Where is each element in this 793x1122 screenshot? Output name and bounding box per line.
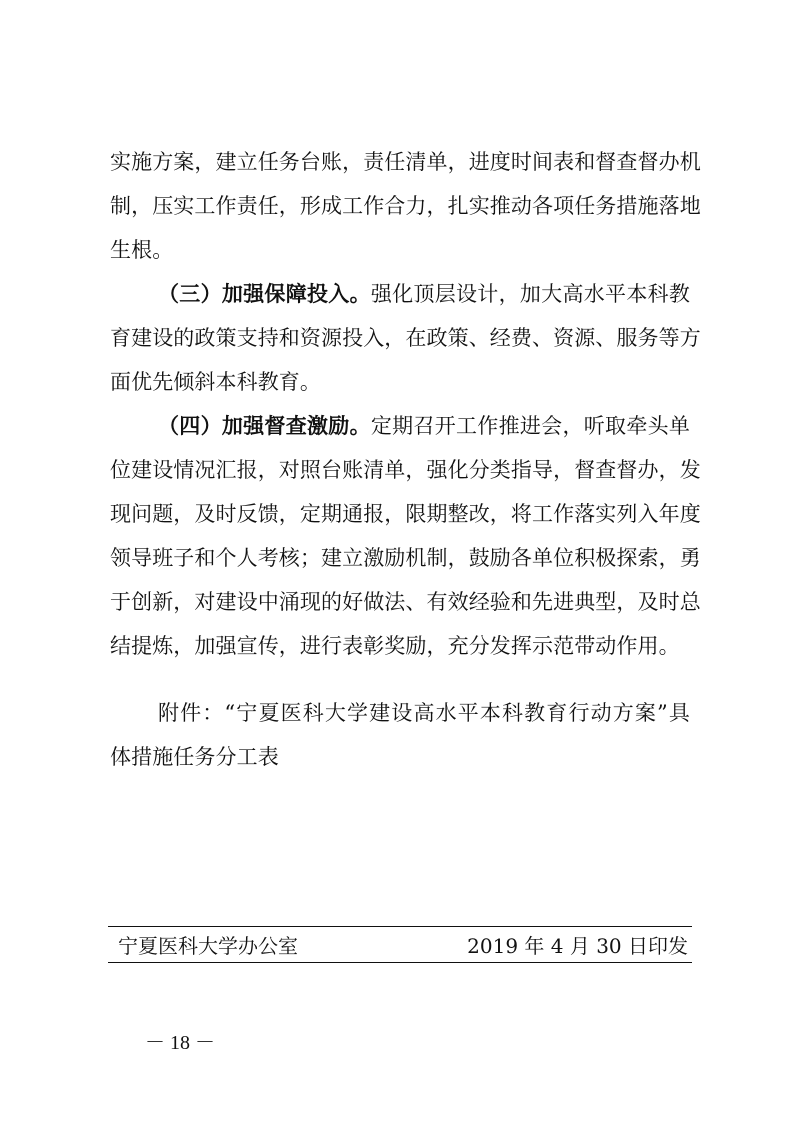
section-4-text: 定期召开工作推进会，听取牵头单	[370, 414, 690, 438]
issuer: 宁夏医科大学办公室	[118, 934, 298, 958]
section-3-heading: （三）加强保障投入。	[158, 282, 371, 306]
print-date: 2019 年 4 月 30 日印发	[467, 934, 688, 958]
section-3-first-line	[158, 280, 690, 308]
body-line: 于创新，对建设中涌现的好做法、有效经验和先进典型，及时总	[110, 590, 701, 614]
body-line: 制，压实工作责任，形成工作合力，扎实推动各项任务措施落地	[110, 194, 701, 218]
section-3-text: 强化顶层设计，加大高水平本科教	[370, 282, 690, 306]
footer-bottom-rule	[108, 962, 692, 963]
body-line: 面优先倾斜本科教育。	[110, 370, 321, 394]
body-line: 现问题，及时反馈，定期通报，限期整改，将工作落实列入年度	[110, 502, 701, 526]
attachment-line: 附件：“宁夏医科大学建设高水平本科教育行动方案”具	[158, 701, 690, 725]
body-line: 实施方案，建立任务台账，责任清单，进度时间表和督查督办机	[110, 150, 701, 174]
body-line: 生根。	[110, 238, 174, 262]
body-line: 领导班子和个人考核；建立激励机制，鼓励各单位积极探索，勇	[110, 546, 701, 570]
body-line: 育建设的政策支持和资源投入，在政策、经费、资源、服务等方	[110, 326, 701, 350]
body-line: 结提炼，加强宣传，进行表彰奖励，充分发挥示范带动作用。	[110, 634, 680, 658]
footer-top-rule	[108, 926, 692, 927]
attachment-line: 体措施任务分工表	[110, 745, 279, 769]
body-line: 位建设情况汇报，对照台账清单，强化分类指导，督查督办，发	[110, 458, 701, 482]
page-number: － 18 －	[145, 1032, 215, 1054]
section-4-first-line	[158, 412, 690, 440]
section-4-heading: （四）加强督查激励。	[158, 414, 371, 438]
